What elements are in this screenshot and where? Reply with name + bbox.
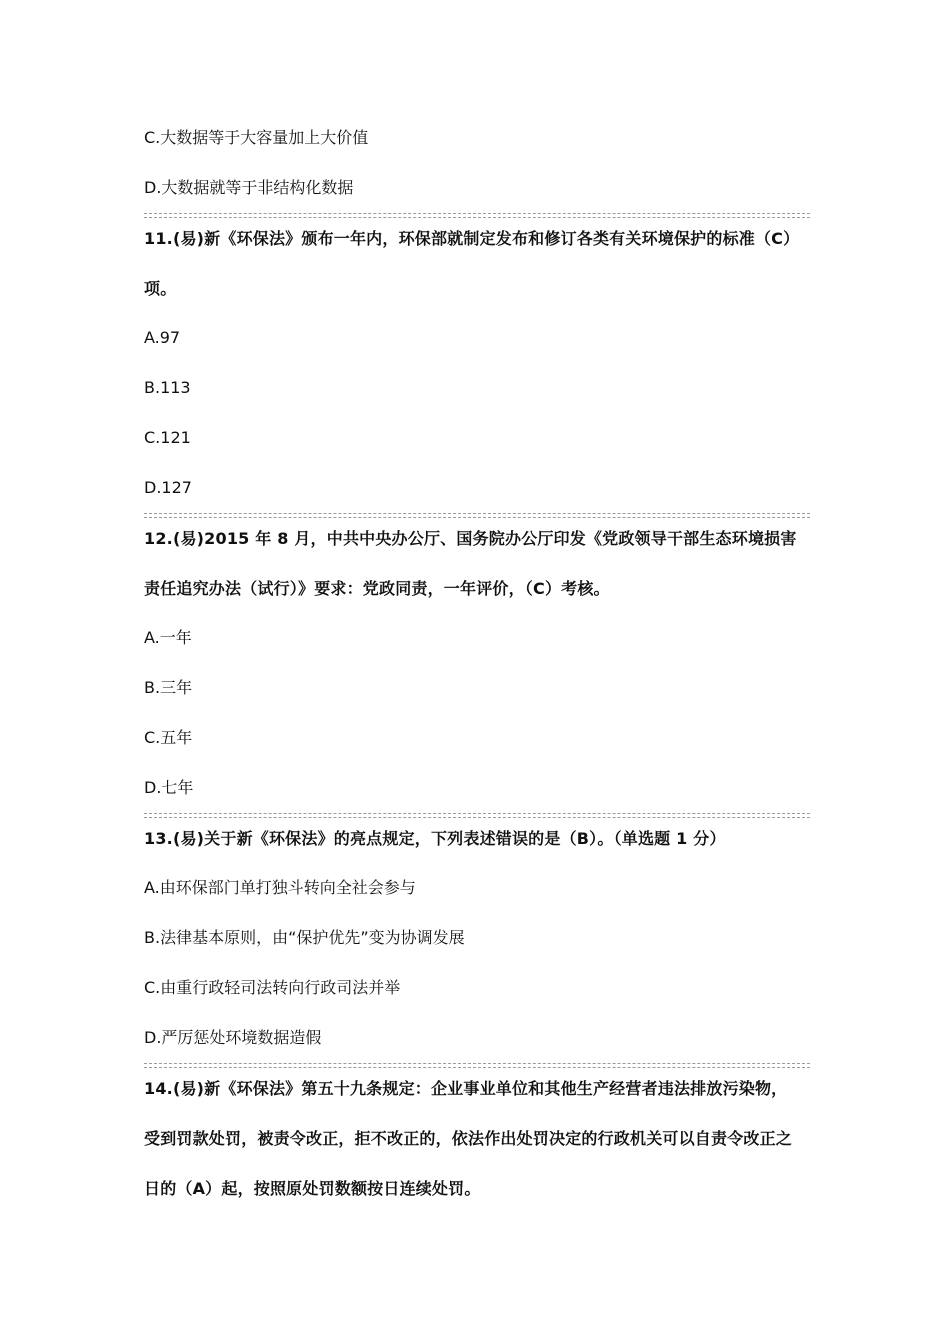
question-13-option-d: D.严厉惩处环境数据造假 — [144, 1028, 322, 1047]
question-separator — [144, 213, 810, 218]
question-13-option-a: A.由环保部门单打独斗转向全社会参与 — [144, 878, 416, 897]
option-c: C.大数据等于大容量加上大价值 — [144, 128, 369, 147]
option-d: D.大数据就等于非结构化数据 — [144, 178, 354, 197]
question-11-option-c: C.121 — [144, 428, 191, 447]
question-12-option-c: C.五年 — [144, 728, 193, 747]
question-13-option-b: B.法律基本原则，由“保护优先”变为协调发展 — [144, 928, 465, 947]
question-12-option-d: D.七年 — [144, 778, 194, 797]
question-separator — [144, 813, 810, 818]
question-11-option-d: D.127 — [144, 478, 192, 497]
question-11-text-cont: 项。 — [144, 279, 177, 298]
question-11-option-b: B.113 — [144, 378, 191, 397]
question-separator — [144, 513, 810, 518]
question-11-option-a: A.97 — [144, 328, 181, 347]
question-12-text-cont: 责任追究办法（试行）》要求：党政同责，一年评价，（C）考核。 — [144, 579, 610, 598]
question-11-text: 11.(易)新《环保法》颁布一年内，环保部就制定发布和修订各类有关环境保护的标准（C） — [144, 229, 800, 248]
question-13-text: 13.(易)关于新《环保法》的亮点规定，下列表述错误的是（B）。（单选题 1 分） — [144, 829, 726, 848]
question-12-option-a: A.一年 — [144, 628, 192, 647]
question-13-option-c: C.由重行政轻司法转向行政司法并举 — [144, 978, 401, 997]
question-12-text: 12.(易)2015 年 8 月，中共中央办公厅、国务院办公厅印发《党政领导干部生态环境损害 — [144, 529, 797, 548]
question-14-text-cont: 受到罚款处罚，被责令改正，拒不改正的，依法作出处罚决定的行政机关可以自责令改正之 — [144, 1129, 793, 1148]
question-14-text: 14.(易)新《环保法》第五十九条规定：企业事业单位和其他生产经营者违法排放污染物， — [144, 1079, 788, 1098]
question-12-option-b: B.三年 — [144, 678, 193, 697]
question-14-text-cont: 日的（A）起，按照原处罚数额按日连续处罚。 — [144, 1179, 481, 1198]
question-separator — [144, 1063, 810, 1068]
